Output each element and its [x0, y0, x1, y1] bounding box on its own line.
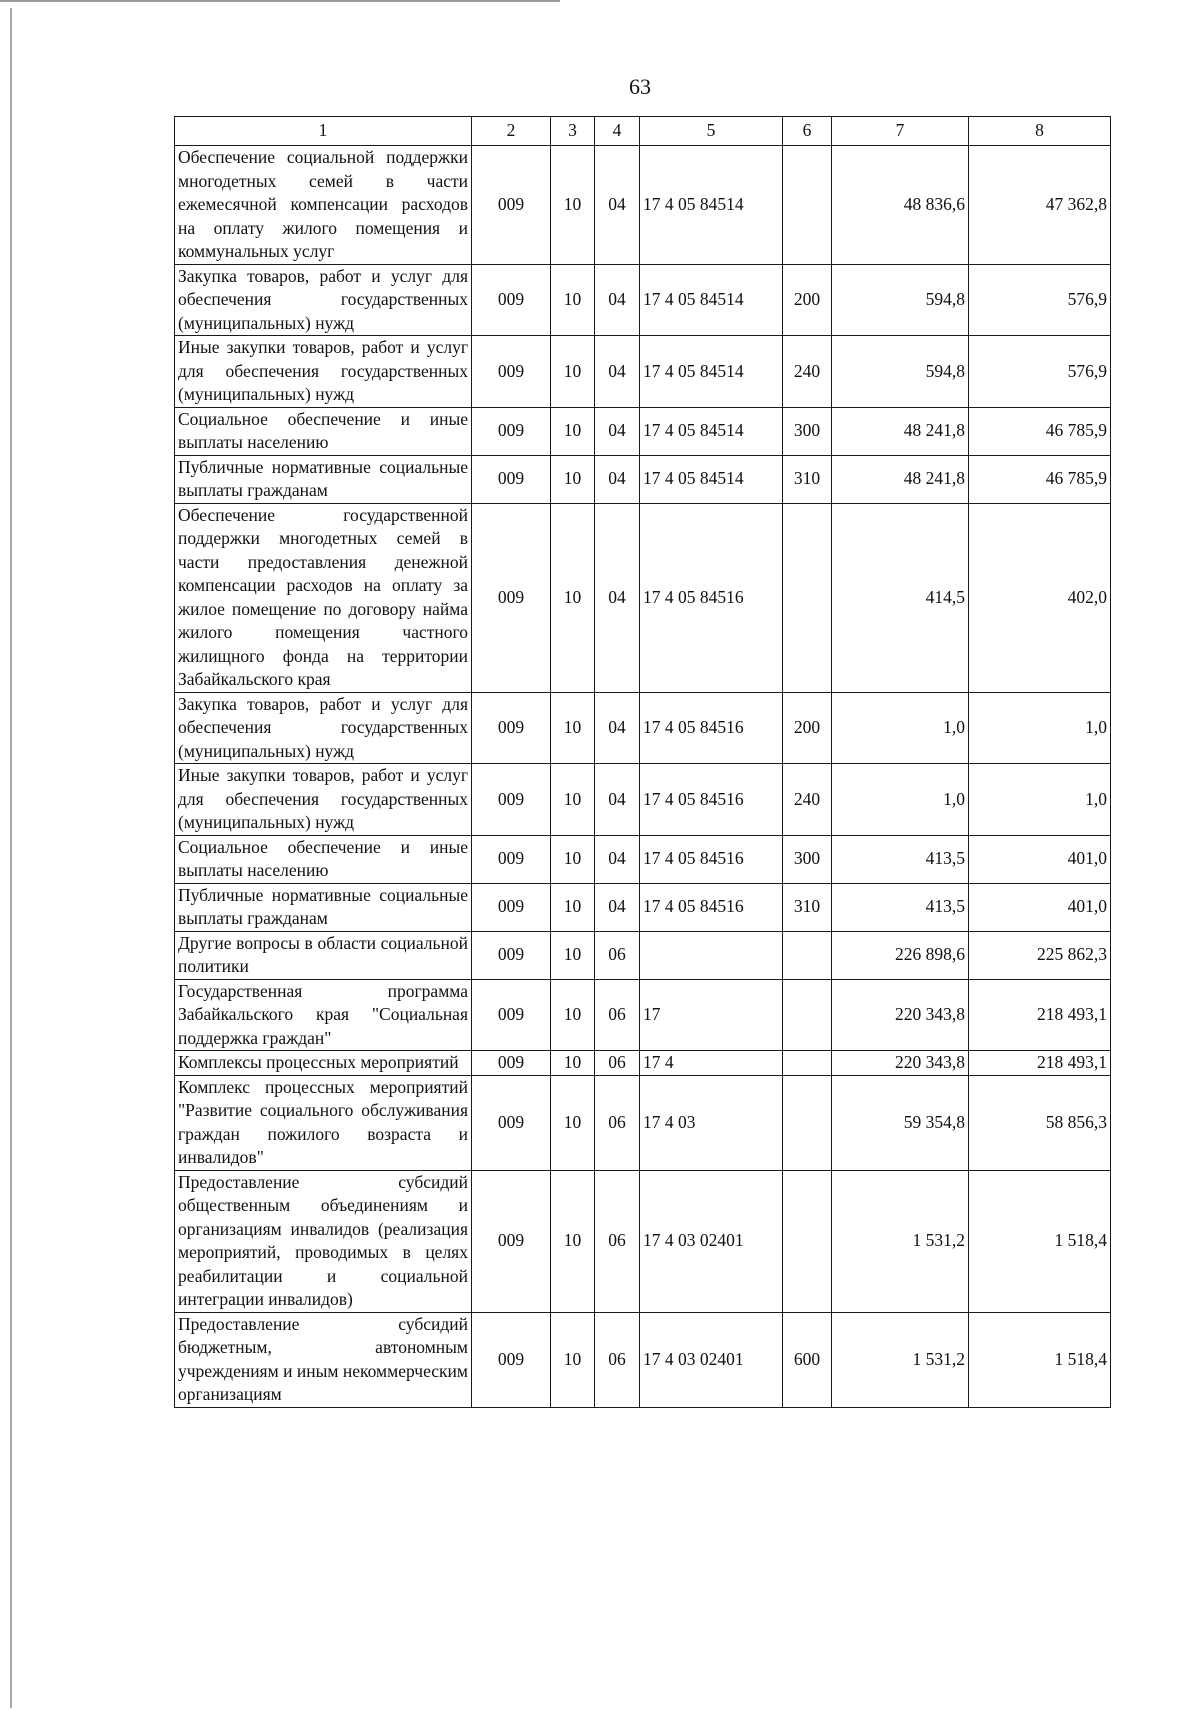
row-name: Комплекс процессных мероприятий "Развитие социального обслуживания граждан пожилого возраста и инвалидов" — [175, 1075, 472, 1170]
row-amount-col8: 225 862,3 — [969, 931, 1111, 979]
row-expense-type: 300 — [783, 835, 832, 883]
row-target-article — [640, 931, 783, 979]
table-row — [175, 1075, 1111, 1170]
row-expense-type — [783, 1075, 832, 1170]
row-amount-col7: 414,5 — [832, 503, 969, 692]
row-name: Предоставление субсидий общественным объединениям и организациям инвалидов (реализация мероприятий, проводимых в целях реабилитации и социальной интеграции инвалидов) — [175, 1170, 472, 1312]
row-expense-type — [783, 146, 832, 265]
row-amount-col7: 59 354,8 — [832, 1075, 969, 1170]
table-row — [175, 407, 1111, 455]
row-section-code: 10 — [551, 931, 595, 979]
row-expense-type — [783, 979, 832, 1051]
row-section-code: 10 — [551, 503, 595, 692]
row-amount-col8: 218 493,1 — [969, 1051, 1111, 1076]
row-target-article: 17 4 03 02401 — [640, 1312, 783, 1407]
row-amount-col7: 413,5 — [832, 883, 969, 931]
row-amount-col7: 48 241,8 — [832, 407, 969, 455]
budget-table — [174, 116, 1111, 1408]
row-subsection-code: 06 — [595, 931, 640, 979]
table-row — [175, 931, 1111, 979]
table-row — [175, 1312, 1111, 1407]
row-name: Публичные нормативные социальные выплаты гражданам — [175, 883, 472, 931]
row-ministry-code: 009 — [472, 455, 551, 503]
row-section-code: 10 — [551, 1312, 595, 1407]
row-name: Иные закупки товаров, работ и услуг для обеспечения государственных (муниципальных) нужд — [175, 336, 472, 408]
row-section-code: 10 — [551, 883, 595, 931]
row-amount-col7: 220 343,8 — [832, 1051, 969, 1076]
row-expense-type: 600 — [783, 1312, 832, 1407]
row-ministry-code: 009 — [472, 764, 551, 836]
row-name: Государственная программа Забайкальского края "Социальная поддержка граждан" — [175, 979, 472, 1051]
row-subsection-code: 04 — [595, 835, 640, 883]
table-body — [175, 146, 1111, 1408]
row-target-article: 17 4 05 84514 — [640, 264, 783, 336]
row-amount-col7: 1 531,2 — [832, 1312, 969, 1407]
row-expense-type: 310 — [783, 883, 832, 931]
row-expense-type: 200 — [783, 264, 832, 336]
table-row — [175, 455, 1111, 503]
page-number: 63 — [629, 74, 651, 99]
row-amount-col7: 48 241,8 — [832, 455, 969, 503]
row-subsection-code: 04 — [595, 336, 640, 408]
row-amount-col7: 1,0 — [832, 692, 969, 764]
row-subsection-code: 06 — [595, 1075, 640, 1170]
row-section-code: 10 — [551, 146, 595, 265]
row-amount-col7: 48 836,6 — [832, 146, 969, 265]
row-amount-col8: 401,0 — [969, 883, 1111, 931]
col-header-8: 8 — [969, 117, 1111, 146]
row-amount-col7: 220 343,8 — [832, 979, 969, 1051]
row-target-article: 17 4 05 84514 — [640, 336, 783, 408]
row-amount-col8: 46 785,9 — [969, 407, 1111, 455]
row-section-code: 10 — [551, 336, 595, 408]
col-header-5: 5 — [640, 117, 783, 146]
row-name: Иные закупки товаров, работ и услуг для обеспечения государственных (муниципальных) нужд — [175, 764, 472, 836]
row-amount-col8: 401,0 — [969, 835, 1111, 883]
col-header-3: 3 — [551, 117, 595, 146]
scan-edge-left — [10, 8, 12, 1708]
table-row — [175, 1051, 1111, 1076]
row-amount-col8: 576,9 — [969, 264, 1111, 336]
row-section-code: 10 — [551, 455, 595, 503]
row-target-article: 17 4 05 84516 — [640, 764, 783, 836]
row-name: Обеспечение государственной поддержки многодетных семей в части предоставления денежной компенсации расходов на оплату за жилое помещение по договору найма жилого помещения частного жилищного фонда на территории Забайкальского края — [175, 503, 472, 692]
row-target-article: 17 4 05 84516 — [640, 835, 783, 883]
row-name: Комплексы процессных мероприятий — [175, 1051, 472, 1076]
row-target-article: 17 — [640, 979, 783, 1051]
row-expense-type: 310 — [783, 455, 832, 503]
col-header-6: 6 — [783, 117, 832, 146]
row-amount-col8: 46 785,9 — [969, 455, 1111, 503]
row-section-code: 10 — [551, 407, 595, 455]
row-section-code: 10 — [551, 1051, 595, 1076]
row-subsection-code: 04 — [595, 264, 640, 336]
row-amount-col8: 402,0 — [969, 503, 1111, 692]
row-section-code: 10 — [551, 835, 595, 883]
row-expense-type: 240 — [783, 764, 832, 836]
row-name: Обеспечение социальной поддержки многодетных семей в части ежемесячной компенсации расходов на оплату жилого помещения и коммунальных услуг — [175, 146, 472, 265]
row-amount-col7: 1 531,2 — [832, 1170, 969, 1312]
row-name: Публичные нормативные социальные выплаты гражданам — [175, 455, 472, 503]
row-target-article: 17 4 — [640, 1051, 783, 1076]
row-section-code: 10 — [551, 1075, 595, 1170]
row-amount-col7: 1,0 — [832, 764, 969, 836]
table-row — [175, 336, 1111, 408]
row-expense-type: 200 — [783, 692, 832, 764]
row-ministry-code: 009 — [472, 979, 551, 1051]
row-subsection-code: 04 — [595, 764, 640, 836]
row-subsection-code: 06 — [595, 1170, 640, 1312]
row-amount-col7: 594,8 — [832, 264, 969, 336]
table-row — [175, 764, 1111, 836]
row-ministry-code: 009 — [472, 146, 551, 265]
row-amount-col8: 1,0 — [969, 764, 1111, 836]
row-target-article: 17 4 05 84514 — [640, 146, 783, 265]
row-name: Другие вопросы в области социальной политики — [175, 931, 472, 979]
row-amount-col8: 58 856,3 — [969, 1075, 1111, 1170]
header-row — [175, 117, 1111, 146]
row-ministry-code: 009 — [472, 407, 551, 455]
table-row — [175, 146, 1111, 265]
row-name: Социальное обеспечение и иные выплаты населению — [175, 407, 472, 455]
row-subsection-code: 04 — [595, 455, 640, 503]
col-header-1: 1 — [175, 117, 472, 146]
row-expense-type: 240 — [783, 336, 832, 408]
table-row — [175, 883, 1111, 931]
row-ministry-code: 009 — [472, 883, 551, 931]
row-ministry-code: 009 — [472, 835, 551, 883]
row-expense-type: 300 — [783, 407, 832, 455]
table-row — [175, 503, 1111, 692]
row-amount-col8: 576,9 — [969, 336, 1111, 408]
row-amount-col7: 413,5 — [832, 835, 969, 883]
row-target-article: 17 4 05 84516 — [640, 883, 783, 931]
row-amount-col7: 226 898,6 — [832, 931, 969, 979]
row-target-article: 17 4 05 84516 — [640, 503, 783, 692]
table-row — [175, 1170, 1111, 1312]
row-ministry-code: 009 — [472, 692, 551, 764]
row-name: Закупка товаров, работ и услуг для обеспечения государственных (муниципальных) нужд — [175, 692, 472, 764]
row-section-code: 10 — [551, 264, 595, 336]
row-section-code: 10 — [551, 979, 595, 1051]
row-amount-col8: 1 518,4 — [969, 1312, 1111, 1407]
row-amount-col8: 47 362,8 — [969, 146, 1111, 265]
row-ministry-code: 009 — [472, 1075, 551, 1170]
row-amount-col8: 218 493,1 — [969, 979, 1111, 1051]
row-ministry-code: 009 — [472, 1170, 551, 1312]
row-ministry-code: 009 — [472, 503, 551, 692]
row-target-article: 17 4 03 — [640, 1075, 783, 1170]
row-section-code: 10 — [551, 764, 595, 836]
row-expense-type — [783, 931, 832, 979]
table-row — [175, 264, 1111, 336]
scan-edge-top — [0, 0, 560, 2]
row-subsection-code: 04 — [595, 146, 640, 265]
row-target-article: 17 4 05 84516 — [640, 692, 783, 764]
row-section-code: 10 — [551, 692, 595, 764]
row-name: Социальное обеспечение и иные выплаты населению — [175, 835, 472, 883]
row-target-article: 17 4 03 02401 — [640, 1170, 783, 1312]
table-row — [175, 979, 1111, 1051]
row-ministry-code: 009 — [472, 1051, 551, 1076]
row-expense-type — [783, 1170, 832, 1312]
row-subsection-code: 06 — [595, 1051, 640, 1076]
row-ministry-code: 009 — [472, 931, 551, 979]
row-subsection-code: 06 — [595, 979, 640, 1051]
col-header-7: 7 — [832, 117, 969, 146]
row-target-article: 17 4 05 84514 — [640, 455, 783, 503]
table-row — [175, 692, 1111, 764]
table-row — [175, 835, 1111, 883]
row-ministry-code: 009 — [472, 264, 551, 336]
row-expense-type — [783, 1051, 832, 1076]
row-subsection-code: 04 — [595, 503, 640, 692]
col-header-2: 2 — [472, 117, 551, 146]
row-ministry-code: 009 — [472, 1312, 551, 1407]
row-name: Закупка товаров, работ и услуг для обеспечения государственных (муниципальных) нужд — [175, 264, 472, 336]
row-subsection-code: 06 — [595, 1312, 640, 1407]
row-amount-col8: 1 518,4 — [969, 1170, 1111, 1312]
row-expense-type — [783, 503, 832, 692]
row-amount-col7: 594,8 — [832, 336, 969, 408]
row-ministry-code: 009 — [472, 336, 551, 408]
row-target-article: 17 4 05 84514 — [640, 407, 783, 455]
row-name: Предоставление субсидий бюджетным, автономным учреждениям и иным некоммерческим организациям — [175, 1312, 472, 1407]
col-header-4: 4 — [595, 117, 640, 146]
row-amount-col8: 1,0 — [969, 692, 1111, 764]
row-subsection-code: 04 — [595, 883, 640, 931]
row-section-code: 10 — [551, 1170, 595, 1312]
row-subsection-code: 04 — [595, 407, 640, 455]
row-subsection-code: 04 — [595, 692, 640, 764]
